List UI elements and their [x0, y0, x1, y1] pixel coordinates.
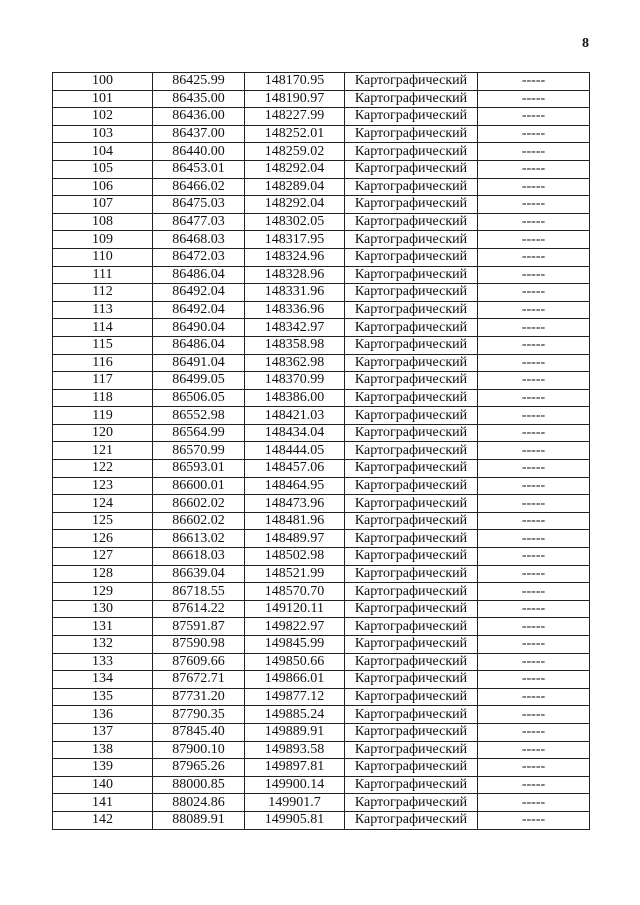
y-coordinate-cell: 148521.99	[245, 565, 345, 583]
table-row	[53, 583, 590, 601]
accuracy-cell: -----	[478, 495, 590, 513]
y-coordinate-cell: 148336.96	[245, 301, 345, 319]
x-coordinate-cell: 87609.66	[153, 653, 245, 671]
point-number-cell: 105	[53, 160, 153, 178]
method-cell: Картографический	[345, 794, 478, 812]
point-number-cell: 117	[53, 372, 153, 390]
x-coordinate-cell: 86564.99	[153, 424, 245, 442]
x-coordinate-cell: 87790.35	[153, 706, 245, 724]
accuracy-cell: -----	[478, 108, 590, 126]
accuracy-cell: -----	[478, 688, 590, 706]
page-number: 8	[582, 36, 589, 51]
table-row	[53, 565, 590, 583]
table-row	[53, 741, 590, 759]
method-cell: Картографический	[345, 90, 478, 108]
table-row	[53, 284, 590, 302]
x-coordinate-cell: 86613.02	[153, 530, 245, 548]
table-row	[53, 794, 590, 812]
x-coordinate-cell: 86492.04	[153, 284, 245, 302]
x-coordinate-cell: 86490.04	[153, 319, 245, 337]
method-cell: Картографический	[345, 530, 478, 548]
point-number-cell: 129	[53, 583, 153, 601]
x-coordinate-cell: 86552.98	[153, 407, 245, 425]
accuracy-cell: -----	[478, 301, 590, 319]
accuracy-cell: -----	[478, 90, 590, 108]
point-number-cell: 138	[53, 741, 153, 759]
y-coordinate-cell: 148358.98	[245, 336, 345, 354]
y-coordinate-cell: 149845.99	[245, 636, 345, 654]
table-row	[53, 512, 590, 530]
point-number-cell: 123	[53, 477, 153, 495]
x-coordinate-cell: 86453.01	[153, 160, 245, 178]
point-number-cell: 141	[53, 794, 153, 812]
accuracy-cell: -----	[478, 248, 590, 266]
x-coordinate-cell: 86486.04	[153, 336, 245, 354]
table-row	[53, 178, 590, 196]
point-number-cell: 111	[53, 266, 153, 284]
point-number-cell: 114	[53, 319, 153, 337]
table-row	[53, 213, 590, 231]
table-row	[53, 372, 590, 390]
accuracy-cell: -----	[478, 442, 590, 460]
table-row	[53, 266, 590, 284]
accuracy-cell: -----	[478, 178, 590, 196]
coordinates-table	[52, 72, 590, 830]
y-coordinate-cell: 148324.96	[245, 248, 345, 266]
point-number-cell: 126	[53, 530, 153, 548]
y-coordinate-cell: 148302.05	[245, 213, 345, 231]
y-coordinate-cell: 149901.7	[245, 794, 345, 812]
accuracy-cell: -----	[478, 125, 590, 143]
coordinates-table-body	[53, 73, 590, 830]
y-coordinate-cell: 149905.81	[245, 811, 345, 829]
accuracy-cell: -----	[478, 460, 590, 478]
method-cell: Картографический	[345, 442, 478, 460]
accuracy-cell: -----	[478, 73, 590, 91]
table-row	[53, 143, 590, 161]
method-cell: Картографический	[345, 741, 478, 759]
table-row	[53, 636, 590, 654]
table-row	[53, 160, 590, 178]
y-coordinate-cell: 148421.03	[245, 407, 345, 425]
point-number-cell: 124	[53, 495, 153, 513]
y-coordinate-cell: 148259.02	[245, 143, 345, 161]
table-row	[53, 248, 590, 266]
accuracy-cell: -----	[478, 213, 590, 231]
point-number-cell: 107	[53, 196, 153, 214]
x-coordinate-cell: 87591.87	[153, 618, 245, 636]
y-coordinate-cell: 148331.96	[245, 284, 345, 302]
x-coordinate-cell: 87900.10	[153, 741, 245, 759]
accuracy-cell: -----	[478, 794, 590, 812]
point-number-cell: 131	[53, 618, 153, 636]
accuracy-cell: -----	[478, 160, 590, 178]
point-number-cell: 115	[53, 336, 153, 354]
y-coordinate-cell: 148457.06	[245, 460, 345, 478]
method-cell: Картографический	[345, 213, 478, 231]
point-number-cell: 109	[53, 231, 153, 249]
method-cell: Картографический	[345, 600, 478, 618]
method-cell: Картографический	[345, 407, 478, 425]
x-coordinate-cell: 86639.04	[153, 565, 245, 583]
accuracy-cell: -----	[478, 811, 590, 829]
table-row	[53, 90, 590, 108]
point-number-cell: 140	[53, 776, 153, 794]
accuracy-cell: -----	[478, 530, 590, 548]
method-cell: Картографический	[345, 565, 478, 583]
method-cell: Картографический	[345, 284, 478, 302]
table-row	[53, 460, 590, 478]
method-cell: Картографический	[345, 389, 478, 407]
method-cell: Картографический	[345, 495, 478, 513]
x-coordinate-cell: 88024.86	[153, 794, 245, 812]
method-cell: Картографический	[345, 776, 478, 794]
y-coordinate-cell: 148292.04	[245, 196, 345, 214]
table-row	[53, 196, 590, 214]
y-coordinate-cell: 148289.04	[245, 178, 345, 196]
y-coordinate-cell: 148190.97	[245, 90, 345, 108]
point-number-cell: 125	[53, 512, 153, 530]
y-coordinate-cell: 148170.95	[245, 73, 345, 91]
method-cell: Картографический	[345, 336, 478, 354]
table-row	[53, 548, 590, 566]
x-coordinate-cell: 86437.00	[153, 125, 245, 143]
x-coordinate-cell: 86466.02	[153, 178, 245, 196]
point-number-cell: 101	[53, 90, 153, 108]
point-number-cell: 128	[53, 565, 153, 583]
point-number-cell: 132	[53, 636, 153, 654]
y-coordinate-cell: 148362.98	[245, 354, 345, 372]
x-coordinate-cell: 86570.99	[153, 442, 245, 460]
table-row	[53, 618, 590, 636]
table-row	[53, 354, 590, 372]
accuracy-cell: -----	[478, 583, 590, 601]
table-row	[53, 688, 590, 706]
table-row	[53, 231, 590, 249]
accuracy-cell: -----	[478, 389, 590, 407]
x-coordinate-cell: 87965.26	[153, 759, 245, 777]
accuracy-cell: -----	[478, 512, 590, 530]
accuracy-cell: -----	[478, 231, 590, 249]
y-coordinate-cell: 148227.99	[245, 108, 345, 126]
point-number-cell: 122	[53, 460, 153, 478]
table-row	[53, 442, 590, 460]
point-number-cell: 127	[53, 548, 153, 566]
x-coordinate-cell: 88089.91	[153, 811, 245, 829]
accuracy-cell: -----	[478, 372, 590, 390]
point-number-cell: 136	[53, 706, 153, 724]
point-number-cell: 139	[53, 759, 153, 777]
method-cell: Картографический	[345, 706, 478, 724]
y-coordinate-cell: 149877.12	[245, 688, 345, 706]
method-cell: Картографический	[345, 759, 478, 777]
table-row	[53, 477, 590, 495]
table-row	[53, 407, 590, 425]
table-row	[53, 776, 590, 794]
method-cell: Картографический	[345, 248, 478, 266]
accuracy-cell: -----	[478, 407, 590, 425]
accuracy-cell: -----	[478, 354, 590, 372]
method-cell: Картографический	[345, 636, 478, 654]
method-cell: Картографический	[345, 160, 478, 178]
y-coordinate-cell: 149897.81	[245, 759, 345, 777]
table-row	[53, 759, 590, 777]
method-cell: Картографический	[345, 653, 478, 671]
method-cell: Картографический	[345, 354, 478, 372]
accuracy-cell: -----	[478, 266, 590, 284]
y-coordinate-cell: 149893.58	[245, 741, 345, 759]
x-coordinate-cell: 86425.99	[153, 73, 245, 91]
x-coordinate-cell: 86506.05	[153, 389, 245, 407]
point-number-cell: 120	[53, 424, 153, 442]
table-row	[53, 495, 590, 513]
point-number-cell: 142	[53, 811, 153, 829]
y-coordinate-cell: 148464.95	[245, 477, 345, 495]
x-coordinate-cell: 86440.00	[153, 143, 245, 161]
point-number-cell: 102	[53, 108, 153, 126]
y-coordinate-cell: 148370.99	[245, 372, 345, 390]
point-number-cell: 104	[53, 143, 153, 161]
y-coordinate-cell: 149866.01	[245, 671, 345, 689]
table-row	[53, 653, 590, 671]
x-coordinate-cell: 86492.04	[153, 301, 245, 319]
table-row	[53, 336, 590, 354]
point-number-cell: 119	[53, 407, 153, 425]
point-number-cell: 121	[53, 442, 153, 460]
x-coordinate-cell: 87590.98	[153, 636, 245, 654]
accuracy-cell: -----	[478, 671, 590, 689]
accuracy-cell: -----	[478, 706, 590, 724]
point-number-cell: 118	[53, 389, 153, 407]
accuracy-cell: -----	[478, 723, 590, 741]
accuracy-cell: -----	[478, 319, 590, 337]
accuracy-cell: -----	[478, 653, 590, 671]
y-coordinate-cell: 148489.97	[245, 530, 345, 548]
y-coordinate-cell: 148502.98	[245, 548, 345, 566]
accuracy-cell: -----	[478, 565, 590, 583]
table-row	[53, 723, 590, 741]
y-coordinate-cell: 149850.66	[245, 653, 345, 671]
table-row	[53, 671, 590, 689]
accuracy-cell: -----	[478, 196, 590, 214]
y-coordinate-cell: 149120.11	[245, 600, 345, 618]
method-cell: Картографический	[345, 671, 478, 689]
accuracy-cell: -----	[478, 618, 590, 636]
accuracy-cell: -----	[478, 284, 590, 302]
table-row	[53, 73, 590, 91]
method-cell: Картографический	[345, 583, 478, 601]
point-number-cell: 100	[53, 73, 153, 91]
x-coordinate-cell: 87845.40	[153, 723, 245, 741]
x-coordinate-cell: 88000.85	[153, 776, 245, 794]
y-coordinate-cell: 149822.97	[245, 618, 345, 636]
point-number-cell: 134	[53, 671, 153, 689]
table-row	[53, 125, 590, 143]
method-cell: Картографический	[345, 196, 478, 214]
method-cell: Картографический	[345, 688, 478, 706]
x-coordinate-cell: 86486.04	[153, 266, 245, 284]
method-cell: Картографический	[345, 266, 478, 284]
x-coordinate-cell: 86718.55	[153, 583, 245, 601]
method-cell: Картографический	[345, 108, 478, 126]
method-cell: Картографический	[345, 319, 478, 337]
x-coordinate-cell: 86477.03	[153, 213, 245, 231]
point-number-cell: 133	[53, 653, 153, 671]
point-number-cell: 130	[53, 600, 153, 618]
accuracy-cell: -----	[478, 600, 590, 618]
accuracy-cell: -----	[478, 636, 590, 654]
y-coordinate-cell: 148386.00	[245, 389, 345, 407]
x-coordinate-cell: 86600.01	[153, 477, 245, 495]
x-coordinate-cell: 87731.20	[153, 688, 245, 706]
accuracy-cell: -----	[478, 424, 590, 442]
x-coordinate-cell: 86618.03	[153, 548, 245, 566]
x-coordinate-cell: 86602.02	[153, 512, 245, 530]
method-cell: Картографический	[345, 125, 478, 143]
y-coordinate-cell: 148292.04	[245, 160, 345, 178]
method-cell: Картографический	[345, 301, 478, 319]
x-coordinate-cell: 87614.22	[153, 600, 245, 618]
accuracy-cell: -----	[478, 741, 590, 759]
accuracy-cell: -----	[478, 759, 590, 777]
y-coordinate-cell: 148252.01	[245, 125, 345, 143]
y-coordinate-cell: 148444.05	[245, 442, 345, 460]
y-coordinate-cell: 149885.24	[245, 706, 345, 724]
method-cell: Картографический	[345, 178, 478, 196]
x-coordinate-cell: 86602.02	[153, 495, 245, 513]
point-number-cell: 113	[53, 301, 153, 319]
x-coordinate-cell: 86593.01	[153, 460, 245, 478]
method-cell: Картографический	[345, 548, 478, 566]
accuracy-cell: -----	[478, 143, 590, 161]
point-number-cell: 112	[53, 284, 153, 302]
point-number-cell: 116	[53, 354, 153, 372]
point-number-cell: 137	[53, 723, 153, 741]
method-cell: Картографический	[345, 231, 478, 249]
point-number-cell: 108	[53, 213, 153, 231]
y-coordinate-cell: 148570.70	[245, 583, 345, 601]
accuracy-cell: -----	[478, 776, 590, 794]
table-row	[53, 301, 590, 319]
method-cell: Картографический	[345, 477, 478, 495]
x-coordinate-cell: 86499.05	[153, 372, 245, 390]
method-cell: Картографический	[345, 512, 478, 530]
x-coordinate-cell: 86491.04	[153, 354, 245, 372]
x-coordinate-cell: 86436.00	[153, 108, 245, 126]
x-coordinate-cell: 87672.71	[153, 671, 245, 689]
method-cell: Картографический	[345, 372, 478, 390]
method-cell: Картографический	[345, 73, 478, 91]
y-coordinate-cell: 148473.96	[245, 495, 345, 513]
y-coordinate-cell: 148434.04	[245, 424, 345, 442]
method-cell: Картографический	[345, 424, 478, 442]
table-row	[53, 600, 590, 618]
x-coordinate-cell: 86435.00	[153, 90, 245, 108]
point-number-cell: 135	[53, 688, 153, 706]
method-cell: Картографический	[345, 618, 478, 636]
method-cell: Картографический	[345, 811, 478, 829]
y-coordinate-cell: 149900.14	[245, 776, 345, 794]
table-row	[53, 811, 590, 829]
y-coordinate-cell: 148317.95	[245, 231, 345, 249]
point-number-cell: 103	[53, 125, 153, 143]
table-row	[53, 319, 590, 337]
table-row	[53, 530, 590, 548]
table-row	[53, 108, 590, 126]
accuracy-cell: -----	[478, 336, 590, 354]
method-cell: Картографический	[345, 143, 478, 161]
table-row	[53, 389, 590, 407]
x-coordinate-cell: 86475.03	[153, 196, 245, 214]
y-coordinate-cell: 149889.91	[245, 723, 345, 741]
x-coordinate-cell: 86468.03	[153, 231, 245, 249]
y-coordinate-cell: 148328.96	[245, 266, 345, 284]
table-row	[53, 706, 590, 724]
method-cell: Картографический	[345, 460, 478, 478]
point-number-cell: 110	[53, 248, 153, 266]
accuracy-cell: -----	[478, 548, 590, 566]
point-number-cell: 106	[53, 178, 153, 196]
table-row	[53, 424, 590, 442]
y-coordinate-cell: 148342.97	[245, 319, 345, 337]
y-coordinate-cell: 148481.96	[245, 512, 345, 530]
x-coordinate-cell: 86472.03	[153, 248, 245, 266]
method-cell: Картографический	[345, 723, 478, 741]
accuracy-cell: -----	[478, 477, 590, 495]
